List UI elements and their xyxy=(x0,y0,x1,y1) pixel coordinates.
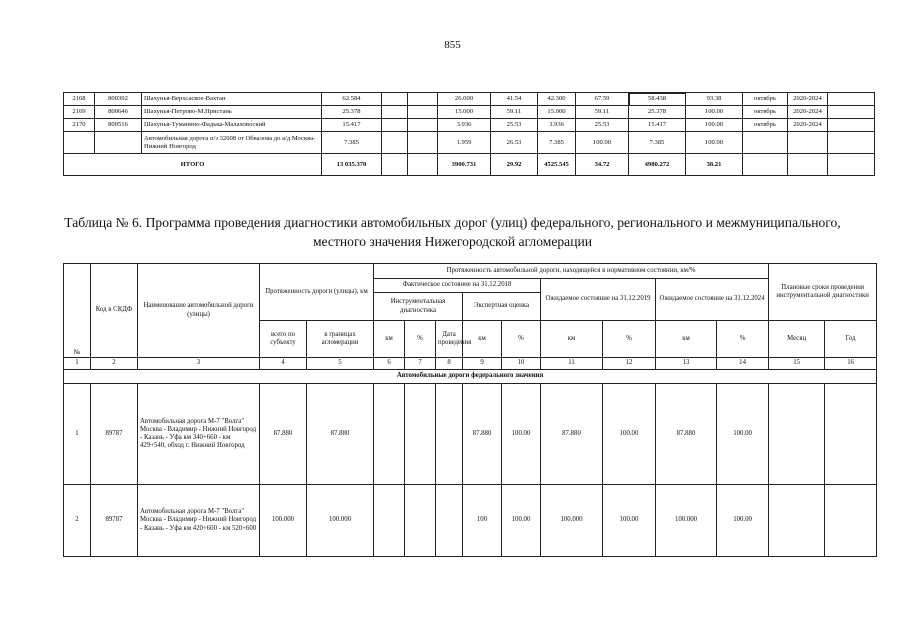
col-number: 3 xyxy=(138,358,260,370)
cell-road-name: Автомобильная дорога М-7 "Волга" Москва - Владимир - Нижний Новгород - Казань - Уфа км 340+660 - км 429+540, обход г. Нижний Новгород xyxy=(138,384,260,485)
cell-2019-km: 42.300 xyxy=(538,93,576,106)
cell-empty xyxy=(382,132,408,154)
cell-2019-km: 3.936 xyxy=(538,119,576,132)
cell-fact-km: 3.936 xyxy=(438,119,491,132)
cell-fact-pct: 59.11 xyxy=(491,106,538,119)
header-km: км xyxy=(656,321,717,358)
cell-empty xyxy=(769,384,825,485)
header-year: Год xyxy=(825,321,877,358)
cell-2019-pct: 59.11 xyxy=(576,106,629,119)
cell-len-total: 87.880 xyxy=(260,384,307,485)
cell-2024-km: 87.880 xyxy=(656,384,717,485)
cell-empty xyxy=(408,106,438,119)
total-fact-km: 3900.731 xyxy=(438,154,491,176)
cell-empty xyxy=(382,119,408,132)
cell-2024-pct: 93.38 xyxy=(686,93,743,106)
cell-len-aggl: 87.880 xyxy=(307,384,374,485)
header-pct: % xyxy=(603,321,656,358)
cell-len-aggl: 100.000 xyxy=(307,485,374,557)
cell-2019-km: 15.000 xyxy=(538,106,576,119)
cell-2019-pct: 25.53 xyxy=(576,119,629,132)
cell-empty xyxy=(788,154,828,176)
cell-years: 2020-2024 xyxy=(788,106,828,119)
cell-no: 2 xyxy=(64,485,91,557)
col-number: 13 xyxy=(656,358,717,370)
cell-fact-km: 1.959 xyxy=(438,132,491,154)
cell-empty xyxy=(436,485,463,557)
cell-road-name: Автомобильная дорога п/з 32008 от Обвалова до а/д Москва-Нижний Новгород xyxy=(142,132,322,154)
cell-2024-pct: 100.00 xyxy=(686,106,743,119)
cell-expert-pct: 100.00 xyxy=(502,485,541,557)
cell-fact-km: 15.000 xyxy=(438,106,491,119)
cell-length: 25.378 xyxy=(322,106,382,119)
col-number: 9 xyxy=(463,358,502,370)
header-expert: Экспертная оценка xyxy=(463,293,541,321)
col-number: 7 xyxy=(405,358,436,370)
header-km: км xyxy=(463,321,502,358)
header-no: № xyxy=(64,264,91,358)
cell-expert-pct: 100.00 xyxy=(502,384,541,485)
cell-2024-km: 25.378 xyxy=(629,106,686,119)
cell-fact-pct: 26.53 xyxy=(491,132,538,154)
header-pct: % xyxy=(405,321,436,358)
cell-2024-km: 15.417 xyxy=(629,119,686,132)
table-title: Таблица № 6. Программа проведения диагностики автомобильных дорог (улиц) федерального, регионального и межмуниципального, местного значения Нижегородской агломерации xyxy=(64,215,841,249)
cell-empty xyxy=(828,132,875,154)
col-number: 4 xyxy=(260,358,307,370)
cell-2019-pct: 67.59 xyxy=(576,93,629,106)
page-number: 855 xyxy=(444,39,461,51)
cell-empty xyxy=(408,132,438,154)
section-row xyxy=(64,370,877,384)
cell-road-name: Шахунья-Петрово-М.Пристань xyxy=(142,106,322,119)
cell-2019-km: 7.385 xyxy=(538,132,576,154)
col-number: 14 xyxy=(717,358,769,370)
header-plan: Плановые сроки проведения инструментальной диагностики xyxy=(769,264,877,321)
cell-fact-pct: 41.54 xyxy=(491,93,538,106)
header-row xyxy=(64,264,877,279)
cell-empty xyxy=(382,106,408,119)
cell-road-name: Шахунья-Туманино-Фадька-Малахово́ский xyxy=(142,119,322,132)
cell-empty xyxy=(825,485,877,557)
cell-empty xyxy=(374,384,405,485)
cell-empty xyxy=(828,119,875,132)
cell-fact-pct: 25.53 xyxy=(491,119,538,132)
total-label: ИТОГО xyxy=(64,154,322,176)
col-number: 15 xyxy=(769,358,825,370)
cell-empty xyxy=(405,485,436,557)
col-number: 11 xyxy=(541,358,603,370)
cell-2024-km: 100.000 xyxy=(656,485,717,557)
table-row xyxy=(64,106,875,119)
total-2024-km: 4980.272 xyxy=(629,154,686,176)
cell-month: октябрь xyxy=(743,119,788,132)
cell-code: 800646 xyxy=(95,106,142,119)
cell-years xyxy=(788,132,828,154)
header-date: Дата проведения xyxy=(436,321,463,358)
table-row xyxy=(64,132,875,154)
cell-empty xyxy=(408,93,438,106)
cell-empty xyxy=(828,154,875,176)
cell-empty xyxy=(374,485,405,557)
cell-fact-km: 26.000 xyxy=(438,93,491,106)
column-number-row xyxy=(64,358,877,370)
header-fact-group: Фактическое состояние на 31.12.2018 xyxy=(374,279,541,293)
cell-empty xyxy=(769,485,825,557)
section-federal-title: Автомобильные дороги федерального значения xyxy=(64,370,877,384)
col-number: 6 xyxy=(374,358,405,370)
cell-code: 89787 xyxy=(91,384,138,485)
cell-2024-km: 58.438 xyxy=(629,93,686,106)
header-name: Наименование автомобильной дороги (улицы) xyxy=(138,264,260,358)
cell-empty xyxy=(828,93,875,106)
table-row xyxy=(64,384,877,485)
cell-empty xyxy=(405,384,436,485)
cell-code: 800392 xyxy=(95,93,142,106)
cell-empty xyxy=(828,106,875,119)
header-month: Месяц xyxy=(769,321,825,358)
col-number: 16 xyxy=(825,358,877,370)
cell-2019-km: 100.000 xyxy=(541,485,603,557)
total-2024-pct: 38.21 xyxy=(686,154,743,176)
cell-empty xyxy=(382,93,408,106)
cell-2024-pct: 100.00 xyxy=(717,485,769,557)
cell-no: 1 xyxy=(64,384,91,485)
header-expected-2024: Ожидаемое состояние на 31.12.2024 xyxy=(656,279,769,321)
cell-2019-km: 87.880 xyxy=(541,384,603,485)
header-pct: % xyxy=(717,321,769,358)
cell-2019-pct: 100.00 xyxy=(576,132,629,154)
cell-length: 62.584 xyxy=(322,93,382,106)
cell-empty xyxy=(382,154,408,176)
cell-month: октябрь xyxy=(743,93,788,106)
cell-month: октябрь xyxy=(743,106,788,119)
table-row xyxy=(64,93,875,106)
col-number: 2 xyxy=(91,358,138,370)
col-number: 5 xyxy=(307,358,374,370)
cell-no xyxy=(64,132,95,154)
cell-2019-pct: 100.00 xyxy=(603,384,656,485)
cell-no: 2169 xyxy=(64,106,95,119)
header-norm-group: Протяженность автомобильной дороги, находящейся в нормативном состоянии, км/% xyxy=(374,264,769,279)
cell-code: 800516 xyxy=(95,119,142,132)
cell-empty xyxy=(408,154,438,176)
col-number: 1 xyxy=(64,358,91,370)
cell-2019-pct: 100.00 xyxy=(603,485,656,557)
col-number: 12 xyxy=(603,358,656,370)
header-pct: % xyxy=(502,321,541,358)
header-expected-2019: Ожидаемое состояние на 31.12.2019 xyxy=(541,279,656,321)
continuation-table xyxy=(63,92,875,176)
total-fact-pct: 29.92 xyxy=(491,154,538,176)
cell-month xyxy=(743,132,788,154)
cell-expert-km: 87.880 xyxy=(463,384,502,485)
col-number: 10 xyxy=(502,358,541,370)
cell-road-name: Шахунья-Верхсаское-Вахтан xyxy=(142,93,322,106)
cell-empty xyxy=(743,154,788,176)
cell-expert-km: 100 xyxy=(463,485,502,557)
total-2019-pct: 34.72 xyxy=(576,154,629,176)
cell-years: 2020-2024 xyxy=(788,119,828,132)
cell-code: 89787 xyxy=(91,485,138,557)
header-len-total: всего по субъекту xyxy=(260,321,307,358)
cell-road-name: Автомобильная дорога М-7 "Волга" Москва - Владимир - Нижний Новгород - Казань - Уфа км 420+600 - км 520+600 xyxy=(138,485,260,557)
diagnostics-table xyxy=(63,263,877,557)
header-len-aggl: в границах агломерации xyxy=(307,321,374,358)
header-code: Код в СКДФ xyxy=(91,264,138,358)
total-length: 13 035.370 xyxy=(322,154,382,176)
cell-code xyxy=(95,132,142,154)
header-instrumental: Инструментальная диагностика xyxy=(374,293,463,321)
total-row xyxy=(64,154,875,176)
col-number: 8 xyxy=(436,358,463,370)
cell-len-total: 100.000 xyxy=(260,485,307,557)
cell-empty xyxy=(436,384,463,485)
cell-no: 2170 xyxy=(64,119,95,132)
table-row xyxy=(64,119,875,132)
cell-2024-pct: 100.00 xyxy=(717,384,769,485)
cell-empty xyxy=(825,384,877,485)
cell-2024-pct: 100.00 xyxy=(686,119,743,132)
cell-2024-pct: 100.00 xyxy=(686,132,743,154)
header-km: км xyxy=(541,321,603,358)
table-row xyxy=(64,485,877,557)
header-km: км xyxy=(374,321,405,358)
cell-2024-km: 7.385 xyxy=(629,132,686,154)
cell-length: 7.385 xyxy=(322,132,382,154)
total-2019-km: 4525.545 xyxy=(538,154,576,176)
cell-no: 2168 xyxy=(64,93,95,106)
cell-years: 2020-2024 xyxy=(788,93,828,106)
header-length-group: Протяженность дороги (улицы), км xyxy=(260,264,374,321)
cell-empty xyxy=(408,119,438,132)
cell-length: 15.417 xyxy=(322,119,382,132)
